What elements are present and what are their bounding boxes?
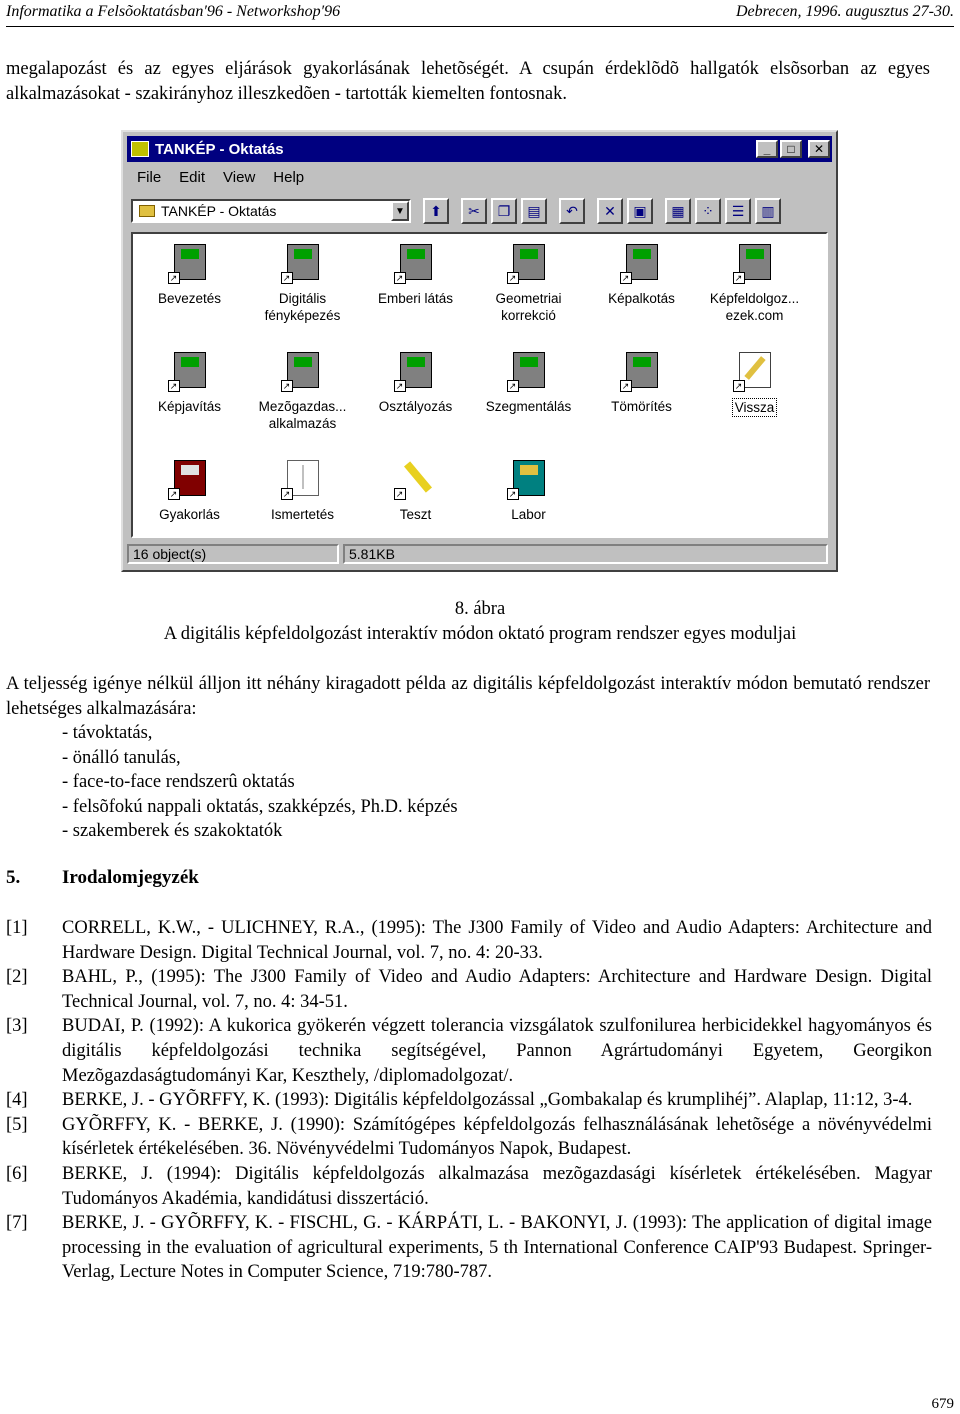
- close-button[interactable]: ✕: [808, 140, 830, 158]
- item-label: Digitális fényképezés: [264, 291, 341, 323]
- item-bevezetes[interactable]: [133, 234, 246, 342]
- applications-list: [62, 721, 458, 844]
- pencil-icon: ↗: [394, 456, 438, 500]
- explorer-window: [121, 130, 838, 572]
- up-folder-icon: ⬆: [430, 202, 442, 219]
- address-value: TANKÉP - Oktatás: [161, 203, 277, 219]
- item-label: Labor: [511, 507, 546, 522]
- paste-icon: ▤: [527, 202, 541, 219]
- delete-icon: ✕: [604, 202, 616, 219]
- cabinet-icon: ↗: [507, 240, 551, 284]
- running-header: [6, 0, 954, 24]
- cabinet-icon: ↗: [733, 240, 777, 284]
- up-folder-button[interactable]: [423, 198, 449, 224]
- item-teszt[interactable]: [359, 450, 472, 538]
- item-label: Teszt: [399, 507, 432, 522]
- list-item: - szakemberek és szakoktatók: [62, 821, 283, 842]
- cut-button[interactable]: [461, 198, 487, 224]
- figure-number: 8. ábra: [454, 599, 506, 619]
- item-kepfeldolgozes[interactable]: [698, 234, 811, 342]
- reference-text: BUDAI, P. (1992): A kukorica gyökerén végzett tolerancia vizsgálatok szulfonilurea herbicidekkel hagyományos és digitális képfeldolgozási technika segítségével, Pannon Agrártudományi Egyetem, Georgikon Mezõgazdaságtudományi Kar, Keszthely, /diplomadolgozat/.: [62, 1016, 932, 1086]
- cabinet-icon: ↗: [620, 240, 664, 284]
- folder-icon: [139, 205, 155, 217]
- menu-view[interactable]: View: [223, 168, 256, 186]
- copy-button[interactable]: [491, 198, 517, 224]
- item-osztalyozas[interactable]: [359, 342, 472, 450]
- item-label: Képalkotás: [608, 291, 675, 306]
- app-icon: [131, 141, 149, 157]
- status-count: 16 object(s): [127, 544, 339, 564]
- item-label: Vissza: [732, 398, 778, 417]
- item-vissza[interactable]: [698, 342, 811, 450]
- lab-icon: ↗: [507, 456, 551, 500]
- header-right: Debrecen, 1996. augusztus 27-30.: [735, 3, 954, 20]
- item-label: Gyakorlás: [159, 507, 220, 522]
- item-szegmentalas[interactable]: [472, 342, 585, 450]
- item-label: Mezõgazdas... alkalmazás: [258, 399, 347, 431]
- window-title: TANKÉP - Oktatás: [155, 140, 284, 158]
- toolbar: [127, 194, 832, 228]
- practice-icon: ↗: [168, 456, 212, 500]
- delete-button[interactable]: [597, 198, 623, 224]
- menu-help[interactable]: Help: [273, 168, 305, 186]
- large-icons-button[interactable]: [665, 198, 691, 224]
- section-number: 5.: [6, 867, 21, 888]
- item-ismertetes[interactable]: [246, 450, 359, 538]
- item-label: Emberi látás: [377, 291, 454, 306]
- item-label: Bevezetés: [157, 291, 222, 306]
- reference-number: [1]: [6, 918, 28, 938]
- reference-item: [6, 1113, 932, 1162]
- small-icons-button[interactable]: [695, 198, 721, 224]
- cabinet-icon: ↗: [281, 348, 325, 392]
- reference-number: [6]: [6, 1163, 28, 1184]
- item-label: Ismertetés: [270, 507, 335, 522]
- details-icon: ▥: [761, 202, 775, 219]
- menu-bar: [127, 165, 832, 189]
- item-kepjavitas[interactable]: [133, 342, 246, 450]
- item-label: Képjavítás: [157, 399, 222, 414]
- reference-text: BAHL, P., (1995): The J300 Family of Video and Audio Adapters: Architecture and Hardware Design. Digital Technical Journal, vol. 7, no. 4: 34-51.: [62, 967, 932, 1012]
- item-geometriai-korrekcio[interactable]: [472, 234, 585, 342]
- header-left: Informatika a Felsõoktatásban′96 - Networkshop′96: [6, 3, 341, 20]
- header-rule: [6, 26, 954, 27]
- cabinet-icon: ↗: [168, 240, 212, 284]
- status-size: 5.81KB: [343, 544, 828, 564]
- small-icons-icon: ⁘: [702, 202, 714, 219]
- item-label: Szegmentálás: [485, 399, 572, 414]
- large-icons-icon: ▦: [671, 202, 685, 219]
- reference-list: [6, 916, 932, 1285]
- cabinet-icon: ↗: [168, 348, 212, 392]
- undo-icon: ↶: [566, 202, 578, 219]
- maximize-button[interactable]: □: [780, 140, 802, 158]
- page-number: 679: [931, 1396, 954, 1412]
- applications-paragraph: A teljesség igénye nélkül álljon itt néhány kiragadott példa az digitális képfeldolgozást interaktív módon bemutató rendszer lehetséges alkalmazására:: [6, 674, 930, 719]
- chevron-down-icon[interactable]: ▼: [391, 201, 409, 221]
- reference-text: GYÕRFFY, K. - BERKE, J. (1990): Számítógépes képfeldolgozás felhasználásának lehetõsége a növényvédelmi kísérletek értékelésében. 36. Növényvédelmi Tudományos Napok, Budapest.: [62, 1114, 932, 1160]
- reference-item: [6, 965, 932, 1014]
- item-digitalis-fenykepezes[interactable]: [246, 234, 359, 342]
- reference-text: BERKE, J. - GYÕRFFY, K. - FISCHL, G. - KÁRPÁTI, L. - BAKONYI, J. (1993): The application of digital image processing in the evaluation of agricultural experiments, 5 th International Conference CAIP'93 Budapest. Springer-Verlag, Lecture Notes in Computer Science, 719:780-787.: [62, 1213, 932, 1283]
- menu-file[interactable]: File: [137, 168, 162, 186]
- address-combo[interactable]: [131, 199, 411, 223]
- section-heading: [6, 867, 199, 889]
- copy-icon: ❐: [497, 202, 511, 219]
- details-view-button[interactable]: [755, 198, 781, 224]
- list-item: - face-to-face rendszerû oktatás: [62, 772, 295, 793]
- list-item: - távoktatás,: [62, 723, 153, 743]
- figure-caption: A digitális képfeldolgozást interaktív módon oktató program rendszer egyes moduljai: [163, 624, 797, 644]
- scissors-icon: ✂: [468, 202, 480, 219]
- item-label: Tömörítés: [611, 399, 672, 414]
- undo-button[interactable]: [559, 198, 585, 224]
- reference-text: CORRELL, K.W., - ULICHNEY, R.A., (1995): The J300 Family of Video and Audio Adapters: Architecture and Hardware Design. Digital Technical Journal, vol. 7, no. 4: 20-33.: [62, 918, 932, 963]
- menu-edit[interactable]: Edit: [179, 168, 206, 186]
- list-view-button[interactable]: [725, 198, 751, 224]
- minimize-button[interactable]: _: [756, 140, 778, 158]
- book-icon: ↗: [281, 456, 325, 500]
- reference-item: [6, 1211, 932, 1285]
- cabinet-icon: ↗: [394, 240, 438, 284]
- back-icon: ↗: [733, 348, 777, 392]
- properties-button[interactable]: [627, 198, 653, 224]
- window-titlebar: [127, 136, 832, 162]
- status-bar: [127, 544, 832, 566]
- reference-number: [4]: [6, 1090, 28, 1111]
- cabinet-icon: ↗: [507, 348, 551, 392]
- reference-text: BERKE, J. (1994): Digitális képfeldolgozás alkalmazása mezõgazdasági kísérletek értékelésében. Magyar Tudományos Akadémia, kandidátusi disszertáció.: [62, 1163, 932, 1209]
- item-tomorites[interactable]: [585, 342, 698, 450]
- item-emberi-latas[interactable]: [359, 234, 472, 342]
- list-icon: ☰: [731, 202, 745, 219]
- properties-icon: ▣: [633, 202, 647, 219]
- cabinet-icon: ↗: [620, 348, 664, 392]
- file-view: [131, 232, 828, 538]
- reference-item: [6, 1162, 932, 1211]
- reference-number: [2]: [6, 967, 28, 988]
- section-title: Irodalomjegyzék: [62, 867, 199, 888]
- reference-text: BERKE, J. - GYÕRFFY, K. (1993): Digitális képfeldolgozással „Gombakalap és krumplihéj”. Alaplap, 11:12, 3-4.: [62, 1090, 913, 1111]
- cabinet-icon: ↗: [394, 348, 438, 392]
- intro-paragraph: megalapozást és az egyes eljárások gyakorlásának lehetõségét. A csupán érdeklõdõ hallgatók elsõsorban az egyes alkalmazásokat - szakirányhoz illeszkedõen - tartották kiemelten fontosnak.: [6, 59, 930, 104]
- reference-number: [3]: [6, 1016, 28, 1037]
- item-label: Geometriai korrekció: [495, 291, 562, 323]
- reference-number: [7]: [6, 1213, 28, 1234]
- reference-item: [6, 916, 932, 965]
- list-item: - önálló tanulás,: [62, 747, 181, 768]
- reference-item: [6, 1088, 932, 1113]
- item-mezogazdasagi-alkalmazas[interactable]: [246, 342, 359, 450]
- reference-item: [6, 1014, 932, 1088]
- item-labor[interactable]: [472, 450, 585, 538]
- paste-button[interactable]: [521, 198, 547, 224]
- item-kepalkotas[interactable]: [585, 234, 698, 342]
- item-label: Osztályozás: [378, 399, 453, 414]
- reference-number: [5]: [6, 1114, 28, 1135]
- item-label: Képfeldolgoz... ezek.com: [709, 291, 800, 323]
- icon-grid: [133, 234, 811, 538]
- item-gyakorlas[interactable]: [133, 450, 246, 538]
- list-item: - felsõfokú nappali oktatás, szakképzés, Ph.D. képzés: [62, 796, 458, 817]
- cabinet-icon: ↗: [281, 240, 325, 284]
